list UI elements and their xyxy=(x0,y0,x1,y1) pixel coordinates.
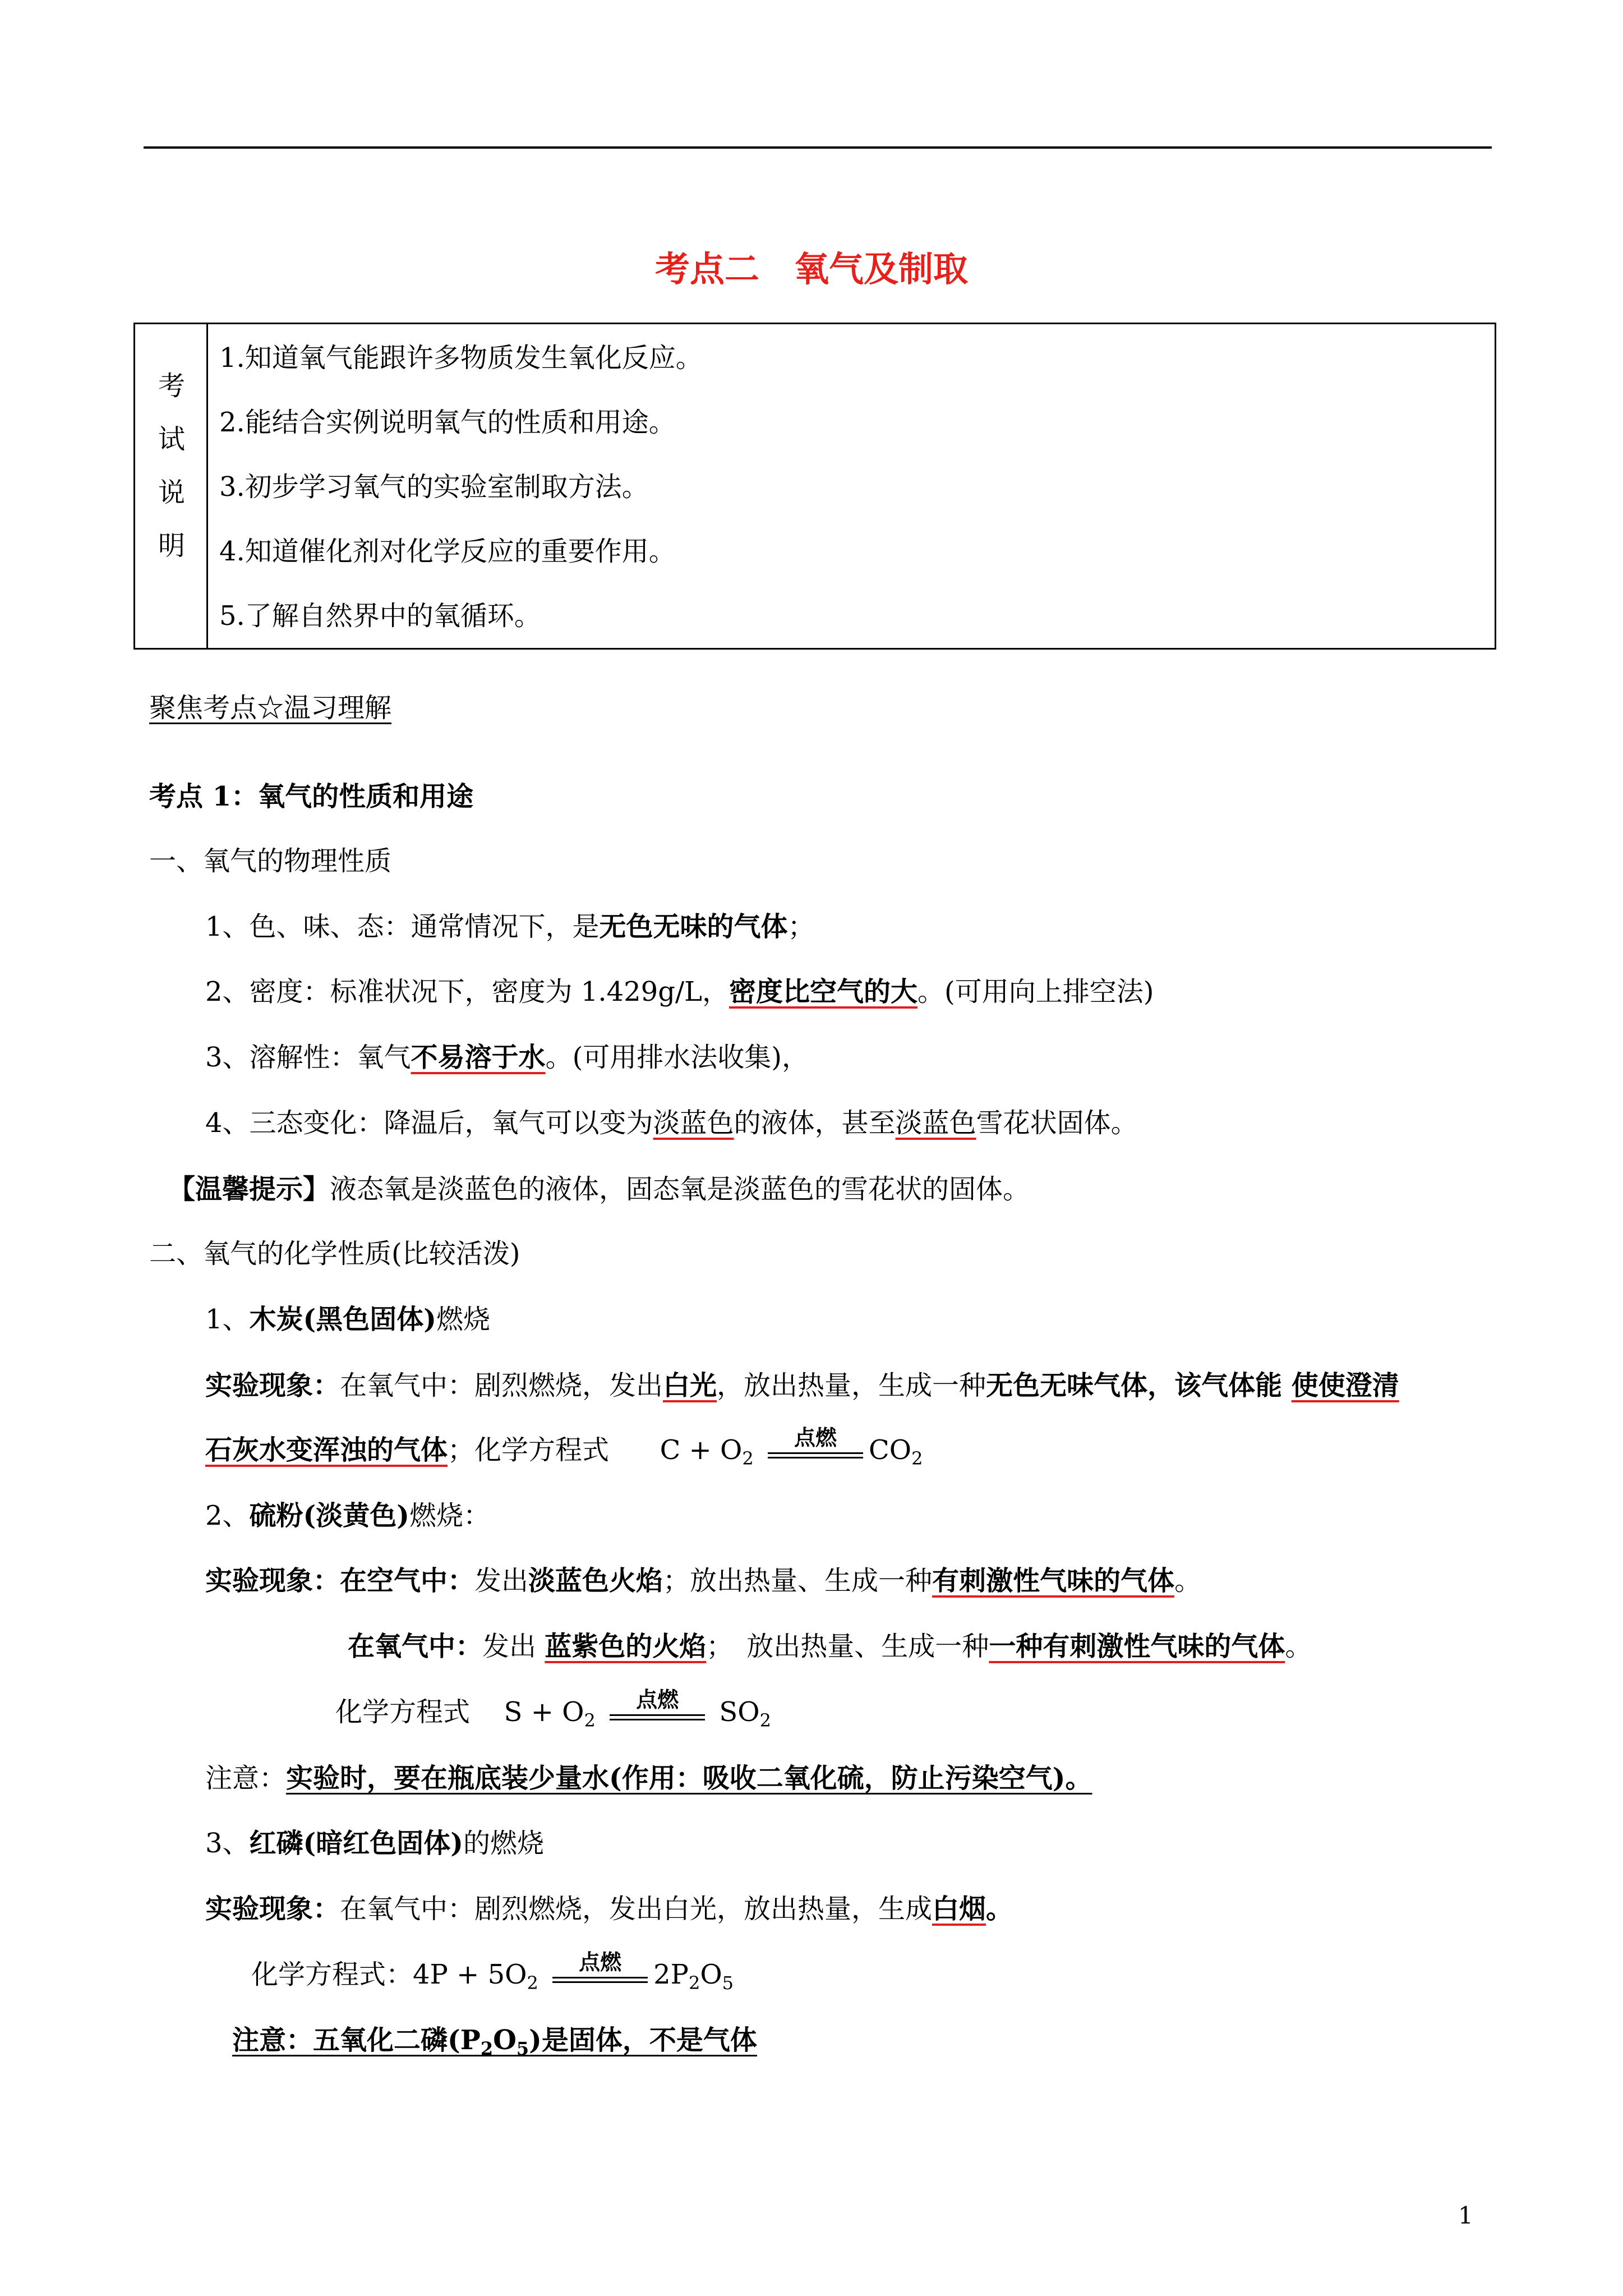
text: ； xyxy=(787,911,815,942)
carbon-phenomenon-line1 xyxy=(205,1369,1399,1402)
text: 的液体，甚至 xyxy=(734,1107,896,1139)
subscript: 2 xyxy=(911,1448,923,1469)
emphasis: 有刺激性气味的气体 xyxy=(932,1565,1175,1596)
text: 燃烧 xyxy=(436,1304,490,1335)
products: SO xyxy=(719,1696,760,1728)
text: 1、色、味、态：通常情况下，是 xyxy=(205,911,600,942)
reactants: C + O xyxy=(660,1434,743,1466)
text: 1、 xyxy=(205,1304,250,1335)
emphasis: 淡蓝色 xyxy=(653,1107,734,1139)
text: ；放出热量、生成一种 xyxy=(663,1565,933,1596)
emphasis: 木炭(黑色固体) xyxy=(249,1304,436,1335)
sulfur-equation-line xyxy=(335,1687,771,1737)
exam-item: 2.能结合实例说明氧气的性质和用途。 xyxy=(219,407,676,438)
phosphorus-equation-line xyxy=(251,1949,734,2000)
equation-arrow xyxy=(552,1949,648,1991)
text: 在氧气中：剧烈燃烧，发出白光，放出热量，生成 xyxy=(340,1893,933,1925)
text: 。(可用向上排空法) xyxy=(917,976,1154,1007)
carbon-phenomenon-line2 xyxy=(205,1425,923,1475)
sulfur-phenomenon-air xyxy=(205,1564,1201,1598)
label: 实验现象：在空气中： xyxy=(205,1565,475,1596)
sulfur-note xyxy=(205,1761,1092,1795)
physical-item-3 xyxy=(205,1041,809,1074)
emphasis: 白烟 xyxy=(932,1893,986,1925)
condition: 点燃 xyxy=(579,1949,622,1975)
text: 。 xyxy=(986,1893,1013,1925)
physical-item-1 xyxy=(205,910,815,944)
condition: 点燃 xyxy=(794,1425,837,1450)
condition: 点燃 xyxy=(636,1687,679,1712)
header-rule xyxy=(144,146,1492,149)
label: 实验现象： xyxy=(205,1893,340,1925)
emphasis: 无色无味气体，该气体能 xyxy=(986,1370,1292,1401)
text: ；化学方程式 xyxy=(448,1434,610,1466)
text: 发出 xyxy=(482,1631,545,1662)
subscript: 2 xyxy=(480,2038,494,2059)
page-title: 考点二 氧气及制取 xyxy=(654,249,968,289)
carbon-title xyxy=(205,1303,490,1336)
text: 2、 xyxy=(205,1500,250,1531)
emphasis: 无色无味的气体 xyxy=(599,911,788,942)
subscript: 5 xyxy=(516,2038,529,2059)
label: 在氧气中： xyxy=(348,1631,483,1662)
emphasis: 白光 xyxy=(663,1370,717,1401)
text: )是固体，不是气体 xyxy=(529,2024,757,2056)
text: 3、 xyxy=(205,1828,250,1859)
emphasis: 密度比空气的大 xyxy=(729,976,918,1007)
emphasis: 淡蓝色火焰 xyxy=(528,1565,663,1596)
exam-item: 4.知道催化剂对化学反应的重要作用。 xyxy=(219,536,676,567)
emphasis: 红磷(暗红色固体) xyxy=(249,1828,463,1859)
exam-label-char: 明 xyxy=(158,530,185,562)
exam-item: 5.了解自然界中的氧循环。 xyxy=(219,600,541,632)
exam-label-char: 考 xyxy=(158,370,185,402)
text: 4、三态变化：降温后，氧气可以变为 xyxy=(205,1107,653,1139)
text: ； 放出热量、生成一种 xyxy=(706,1631,989,1662)
text: 。 xyxy=(1174,1565,1202,1596)
reactants: S + O xyxy=(504,1696,584,1728)
emphasis: 蓝紫色的火焰 xyxy=(545,1631,707,1662)
exam-label-char: 试 xyxy=(158,424,185,455)
text: 在氧气中：剧烈燃烧，发出 xyxy=(340,1370,663,1401)
exam-item: 1.知道氧气能跟许多物质发生氧化反应。 xyxy=(219,342,703,374)
text: ，放出热量，生成一种 xyxy=(717,1370,986,1401)
phosphorus-phenomenon xyxy=(205,1892,1013,1926)
topic1-heading: 考点 1：氧气的性质和用途 xyxy=(149,781,474,812)
physical-heading: 一、氧气的物理性质 xyxy=(149,845,392,877)
tip-text: 液态氧是淡蓝色的液体，固态氧是淡蓝色的雪花状的固体。 xyxy=(330,1174,1030,1205)
tip-label: 【温馨提示】 xyxy=(168,1174,330,1205)
text: O xyxy=(493,2024,517,2056)
focus-heading: 聚焦考点☆温习理解 xyxy=(149,692,392,724)
text: 雪花状固体。 xyxy=(976,1107,1138,1139)
emphasis: 使使澄清 xyxy=(1291,1370,1399,1401)
phosphorus-note xyxy=(205,2023,757,2065)
sulfur-phenomenon-oxygen xyxy=(348,1630,1312,1663)
text: 注意：五氧化二磷(P xyxy=(232,2024,481,2056)
subscript: 2 xyxy=(759,1710,771,1731)
carbon-equation xyxy=(660,1425,923,1469)
emphasis: 硫粉(淡黄色) xyxy=(249,1500,409,1531)
subscript: 2 xyxy=(584,1710,596,1731)
text: 燃烧： xyxy=(409,1500,490,1531)
text: 2、密度：标准状况下，密度为 1.429g/L， xyxy=(205,976,729,1007)
products: O xyxy=(700,1959,722,1990)
text: 。(可用排水法收集)， xyxy=(545,1042,809,1073)
text: 。 xyxy=(1285,1631,1312,1662)
subscript: 5 xyxy=(722,1972,734,1994)
exam-label-column xyxy=(135,324,208,648)
exam-label-char: 说 xyxy=(158,477,185,508)
exam-description-table xyxy=(133,323,1496,650)
label: 化学方程式： xyxy=(251,1959,413,1990)
subscript: 2 xyxy=(742,1448,754,1469)
emphasis: 淡蓝色 xyxy=(895,1107,976,1139)
phosphorus-title xyxy=(205,1826,544,1860)
emphasis: 一种有刺激性气味的气体 xyxy=(989,1631,1285,1662)
label: 注意： xyxy=(205,1763,287,1794)
exam-item: 3.初步学习氧气的实验室制取方法。 xyxy=(219,471,649,503)
label: 实验现象： xyxy=(205,1370,340,1401)
chemical-heading: 二、氧气的化学性质(比较活泼) xyxy=(149,1238,520,1269)
subscript: 2 xyxy=(527,1972,538,1994)
text: 的燃烧 xyxy=(463,1828,544,1859)
equation-arrow xyxy=(610,1687,705,1729)
physical-item-2 xyxy=(205,975,1154,1009)
emphasis: 石灰水变浑浊的气体 xyxy=(205,1434,448,1466)
page-number: 1 xyxy=(1458,2202,1473,2229)
emphasis: 不易溶于水 xyxy=(411,1042,546,1073)
products: 2P xyxy=(653,1959,689,1990)
subscript: 2 xyxy=(688,1972,700,1994)
label: 化学方程式 xyxy=(335,1696,471,1728)
physical-item-4 xyxy=(205,1106,1138,1140)
products: CO xyxy=(869,1434,912,1466)
sulfur-title xyxy=(205,1499,490,1533)
emphasis: 实验时，要在瓶底装少量水(作用：吸收二氧化硫，防止污染空气)。 xyxy=(286,1763,1092,1794)
reactants: 4P + 5O xyxy=(413,1959,527,1990)
text: 3、溶解性：氧气 xyxy=(205,1042,411,1073)
tip-line xyxy=(168,1172,1030,1206)
equation-arrow xyxy=(768,1425,863,1467)
text: 发出 xyxy=(474,1565,529,1596)
